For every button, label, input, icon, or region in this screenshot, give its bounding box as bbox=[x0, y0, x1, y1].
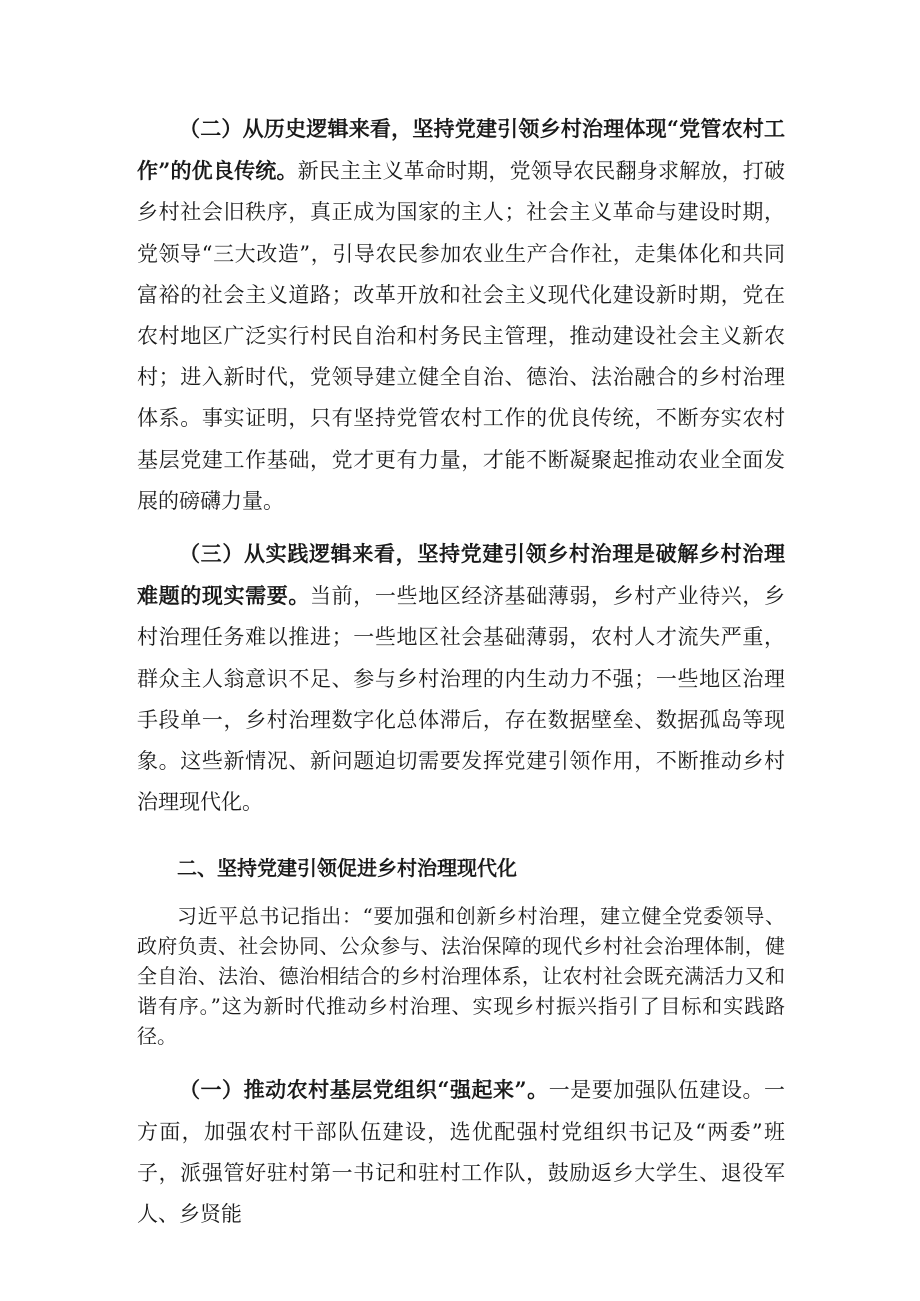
paragraph-practical-logic bbox=[137, 533, 785, 823]
document-body bbox=[137, 108, 785, 1235]
paragraph-strengthen-party bbox=[137, 1069, 785, 1235]
paragraph-text: 新民主主义革命时期，党领导农民翻身求解放，打破乡村社会旧秩序，真正成为国家的主人；社会主义革命与建设时期，党领导“三大改造”，引导农民参加农业生产合作社，走集体化和共同富裕的社会主义道路；改革开放和社会主义现代化建设新时期，党在农村地区广泛实行村民自治和村务民主管理，推动建设社会主义新农村；进入新时代，党领导建立健全自治、德治、法治融合的乡村治理体系。事实证明，只有坚持党管农村工作的优良传统，不断夯实农村基层党建工作基础，党才更有力量，才能不断凝聚起推动农业全面发展的磅礴力量。 bbox=[137, 159, 785, 513]
paragraph-lead-bold: （二）从历史逻辑来看，坚持党建引领乡村治理体现“党管农村工作”的优良传统。 bbox=[137, 116, 785, 184]
paragraph-text: 当前，一些地区经济基础薄弱，乡村产业待兴，乡村治理任务难以推进；一些地区社会基础薄弱，农村人才流失严重，群众主人翁意识不足、参与乡村治理的内生动力不强；一些地区治理手段单一，乡村治理数字化总体滞后，存在数据壁垒、数据孤岛等现象。这些新情况、新问题迫切需要发挥党建引领作用，不断推动乡村治理现代化。 bbox=[137, 584, 786, 815]
paragraph-text: 一是要加强队伍建设。一方面，加强农村干部队伍建设，选优配强村党组织书记及“两委”班子，派强管好驻村第一书记和驻村工作队，鼓励返乡大学生、退役军人、乡贤能 bbox=[137, 1078, 785, 1227]
paragraph-quote bbox=[137, 901, 785, 1051]
section-heading: 二、坚持党建引领促进乡村治理现代化 bbox=[177, 856, 517, 881]
paragraph-historical-logic bbox=[137, 108, 785, 522]
paragraph-lead-bold: （一）推动农村基层党组织“强起来”。 bbox=[179, 1077, 549, 1103]
paragraph-text: 习近平总书记指出：“要加强和创新乡村治理，建立健全党委领导、政府负责、社会协同、公众参与、法治保障的现代乡村社会治理体制，健全自治、法治、德治相结合的乡村治理体系，让农村社会既充满活力又和谐有序。”这为新时代推动乡村治理、实现乡村振兴指引了目标和实践路径。 bbox=[137, 904, 785, 1049]
paragraph-lead-bold: （三）从实践逻辑来看，坚持党建引领乡村治理是破解乡村治理难题的现实需要。 bbox=[137, 541, 785, 609]
